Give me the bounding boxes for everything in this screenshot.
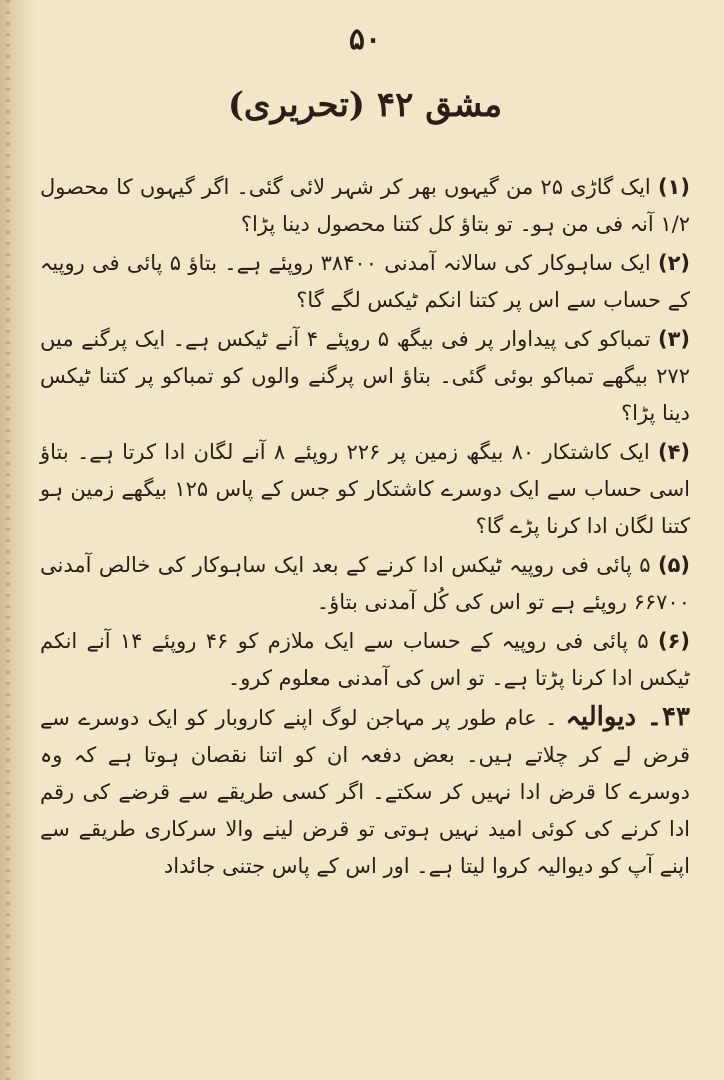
exercise-item xyxy=(40,321,690,432)
exercise-text: ایک ساہوکار کی سالانہ آمدنی ۳۸۴۰۰ روپئے ہے۔ بتاؤ ۵ پائی فی روپیہ کے حساب سے اس پر کتنا انکم ٹیکس لگے گا؟ xyxy=(40,251,690,312)
exercise-number: (۵) xyxy=(657,553,690,577)
exercise-item xyxy=(40,434,690,545)
exercise-text: ایک گاڑی ۲۵ من گیہوں بھر کر شہر لائی گئی۔ اگر گیہوں کا محصول ۱/۲ آنہ فی من ہو۔ تو بتاؤ کل کتنا محصول دینا پڑا؟ xyxy=(40,175,690,236)
exercise-text: ایک کاشتکار ۸۰ بیگھ زمین پر ۲۲۶ روپئے ۸ آنے لگان ادا کرتا ہے۔ بتاؤ اسی حساب سے ایک دوسرے کاشتکار کو جس کے پاس ۱۲۵ بیگھے زمین ہو کتنا لگان ادا کرنا پڑے گا؟ xyxy=(40,440,691,538)
exercise-number: (۴) xyxy=(657,440,690,464)
exercise-number: (۱) xyxy=(657,175,690,199)
exercise-item xyxy=(40,245,690,319)
exercise-text: ۵ پائی فی روپیہ ٹیکس ادا کرنے کے بعد ایک ساہوکار کی خالص آمدنی ۶۶۷۰۰ روپئے ہے تو اس کی کُل آمدنی بتاؤ۔ xyxy=(40,553,690,614)
exercise-item xyxy=(40,547,690,621)
section-text: ۔ عام طور پر مہاجن لوگ اپنے کاروبار کو ایک دوسرے سے قرض لے کر چلاتے ہیں۔ بعض دفعہ ان کو اتنا نقصان ہوتا ہے کہ وہ دوسرے کا قرض ادا نہیں کر سکتے۔ اگر کسی طریقے سے قرضے کی رقم ادا کرنے کی کوئی امید نہیں ہوتی تو قرض لینے والا سرکاری طریقے سے اپنے آپ کو دیوالیہ کروا لیتا ہے۔ اور اس کے پاس جتنی جائداد xyxy=(40,706,690,878)
exercise-number: (۲) xyxy=(657,251,690,275)
exercise-text: تمباکو کی پیداوار پر فی بیگھ ۵ روپئے ۴ آنے ٹیکس ہے۔ ایک پرگنے میں ۲۷۲ بیگھے تمباکو بوئی گئی۔ بتاؤ اس پرگنے والوں کو تمباکو پر کتنا ٹیکس دینا پڑا؟ xyxy=(40,327,690,425)
page-content xyxy=(40,22,690,885)
page-number: ۵۰ xyxy=(348,22,382,57)
exercise-item xyxy=(40,623,690,697)
exercise-item xyxy=(40,169,690,243)
exercise-number: (۶) xyxy=(657,629,690,653)
bankruptcy-section xyxy=(40,699,690,885)
exercise-number: (۳) xyxy=(657,327,690,351)
section-heading: ۴۳۔ دیوالیہ xyxy=(565,702,690,732)
binding-holes xyxy=(6,0,10,1080)
exercise-title: مشق ۴۲ (تحریری) xyxy=(227,85,503,125)
exercise-text: ۵ پائی فی روپیہ کے حساب سے ایک ملازم کو ۴۶ روپئے ۱۴ آنے انکم ٹیکس ادا کرنا پڑتا ہے۔ تو اس کی آمدنی معلوم کرو۔ xyxy=(40,629,690,690)
